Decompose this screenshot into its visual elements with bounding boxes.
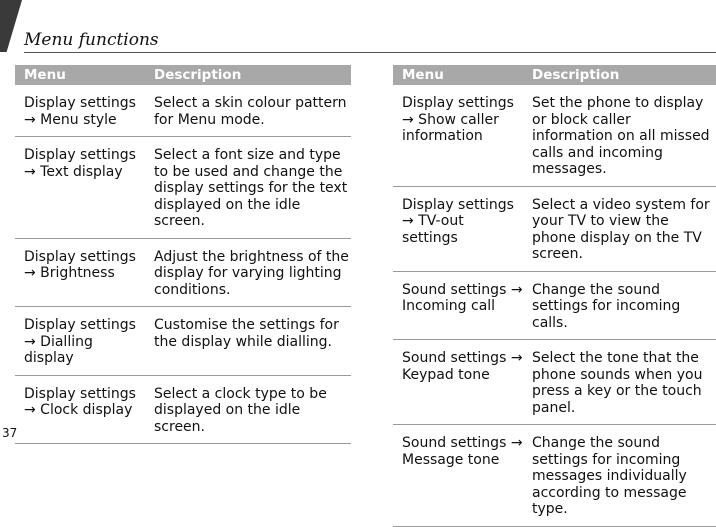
column-header-description: Description [145, 65, 351, 85]
menu-cell: Display settings → Clock display [15, 375, 145, 444]
menu-cell: Display settings → Show caller information [393, 85, 523, 186]
description-cell: Change the sound settings for incoming messages individually according to message type. [523, 425, 716, 527]
description-cell: Select the tone that the phone sounds when you press a key or the touch panel. [523, 340, 716, 425]
description-cell: Set the phone to display or block caller information on all missed calls and incoming messages. [523, 85, 716, 186]
table-header-row [393, 65, 716, 85]
column-header-description: Description [523, 65, 716, 85]
menu-cell: Sound settings → Message tone [393, 425, 523, 527]
table-row [393, 340, 716, 425]
description-cell: Customise the settings for the display while dialling. [145, 307, 351, 376]
table-row [15, 238, 351, 307]
menu-cell: Sound settings → Keypad tone [393, 340, 523, 425]
header-corner-bar [0, 0, 22, 52]
table-row [15, 375, 351, 444]
description-cell: Adjust the brightness of the display for varying lighting conditions. [145, 238, 351, 307]
table-row [15, 85, 351, 137]
page-number: 37 [2, 426, 18, 440]
description-cell: Select a video system for your TV to view the phone display on the TV screen. [523, 186, 716, 271]
description-cell: Select a clock type to be displayed on the idle screen. [145, 375, 351, 444]
page-title: Menu functions [24, 30, 159, 50]
table-row [15, 137, 351, 239]
description-cell: Select a font size and type to be used and change the display settings for the text displayed on the idle screen. [145, 137, 351, 239]
menu-cell: Sound settings → Incoming call [393, 271, 523, 340]
menu-table-right [393, 65, 716, 527]
table-row [393, 85, 716, 186]
menu-cell: Display settings → Menu style [15, 85, 145, 137]
table-row [393, 186, 716, 271]
table-row [393, 271, 716, 340]
table-row [15, 307, 351, 376]
description-cell: Change the sound settings for incoming calls. [523, 271, 716, 340]
menu-cell: Display settings → Dialling display [15, 307, 145, 376]
menu-cell: Display settings → Brightness [15, 238, 145, 307]
table-header-row [15, 65, 351, 85]
menu-table-left [15, 65, 351, 444]
menu-cell: Display settings → Text display [15, 137, 145, 239]
column-header-menu: Menu [15, 65, 145, 85]
menu-cell: Display settings → TV-out settings [393, 186, 523, 271]
description-cell: Select a skin colour pattern for Menu mode. [145, 85, 351, 137]
header-divider [24, 52, 716, 53]
column-header-menu: Menu [393, 65, 523, 85]
